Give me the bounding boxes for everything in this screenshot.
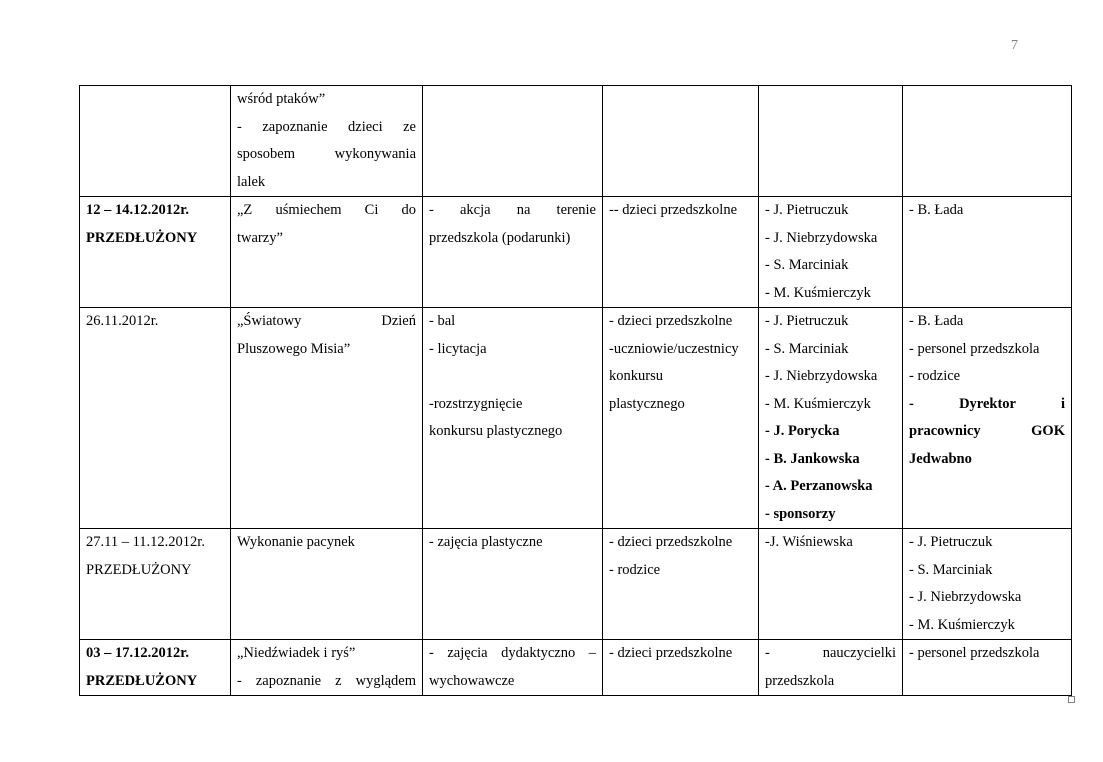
table-row [80,86,1072,197]
date-cell: 12 – 14.12.2012r. PRZEDŁUŻONY [80,197,231,308]
spacer [429,363,596,391]
cooperation-cell: - B. Łada - personel przedszkola - rodzice - Dyrektor i pracownicy GOK Jedwabno [903,308,1072,529]
form-cell: - bal - licytacja -rozstrzygnięcie konkursu plastycznego [423,308,603,529]
date-cell [80,86,231,197]
cooperation-cell: - personel przedszkola [903,640,1072,696]
responsible-cell: - J. Pietruczuk - S. Marciniak - J. Niebrzydowska - M. Kuśmierczyk - J. Porycka - B. Jankowska - A. Perzanowska - sponsorzy [759,308,903,529]
title-cell: „Światowy Dzień Pluszowego Misia” [231,308,423,529]
page-number: 7 [1011,38,1018,53]
title-cell: wśród ptaków” - zapoznanie dzieci ze sposobem wykonywania lalek [231,86,423,197]
form-cell: - zajęcia plastyczne [423,529,603,640]
paragraph-end-mark [1068,696,1075,703]
responsible-cell [759,86,903,197]
table-row [80,308,1072,529]
participants-cell [603,86,759,197]
date-cell: 26.11.2012r. [80,308,231,529]
responsible-cell: - nauczycielki przedszkola [759,640,903,696]
participants-cell: - dzieci przedszkolne - rodzice [603,529,759,640]
form-cell [423,86,603,197]
title-cell: „Niedźwiadek i ryś” - zapoznanie z wyglądem [231,640,423,696]
form-cell: - akcja na terenie przedszkola (podarunki) [423,197,603,308]
responsible-cell: - J. Pietruczuk - J. Niebrzydowska - S. Marciniak - M. Kuśmierczyk [759,197,903,308]
title-cell: „Z uśmiechem Ci do twarzy” [231,197,423,308]
participants-cell: - dzieci przedszkolne [603,640,759,696]
table-row [80,529,1072,640]
cooperation-cell: - J. Pietruczuk - S. Marciniak - J. Niebrzydowska - M. Kuśmierczyk [903,529,1072,640]
cooperation-cell: - B. Łada [903,197,1072,308]
table-row [80,197,1072,308]
date-cell: 27.11 – 11.12.2012r. PRZEDŁUŻONY [80,529,231,640]
title-cell: Wykonanie pacynek [231,529,423,640]
schedule-table [79,85,1072,696]
participants-cell: -- dzieci przedszkolne [603,197,759,308]
responsible-cell: -J. Wiśniewska [759,529,903,640]
date-cell: 03 – 17.12.2012r. PRZEDŁUŻONY [80,640,231,696]
form-cell: - zajęcia dydaktyczno – wychowawcze [423,640,603,696]
cooperation-cell [903,86,1072,197]
participants-cell: - dzieci przedszkolne -uczniowie/uczestnicy konkursu plastycznego [603,308,759,529]
table-row [80,640,1072,696]
